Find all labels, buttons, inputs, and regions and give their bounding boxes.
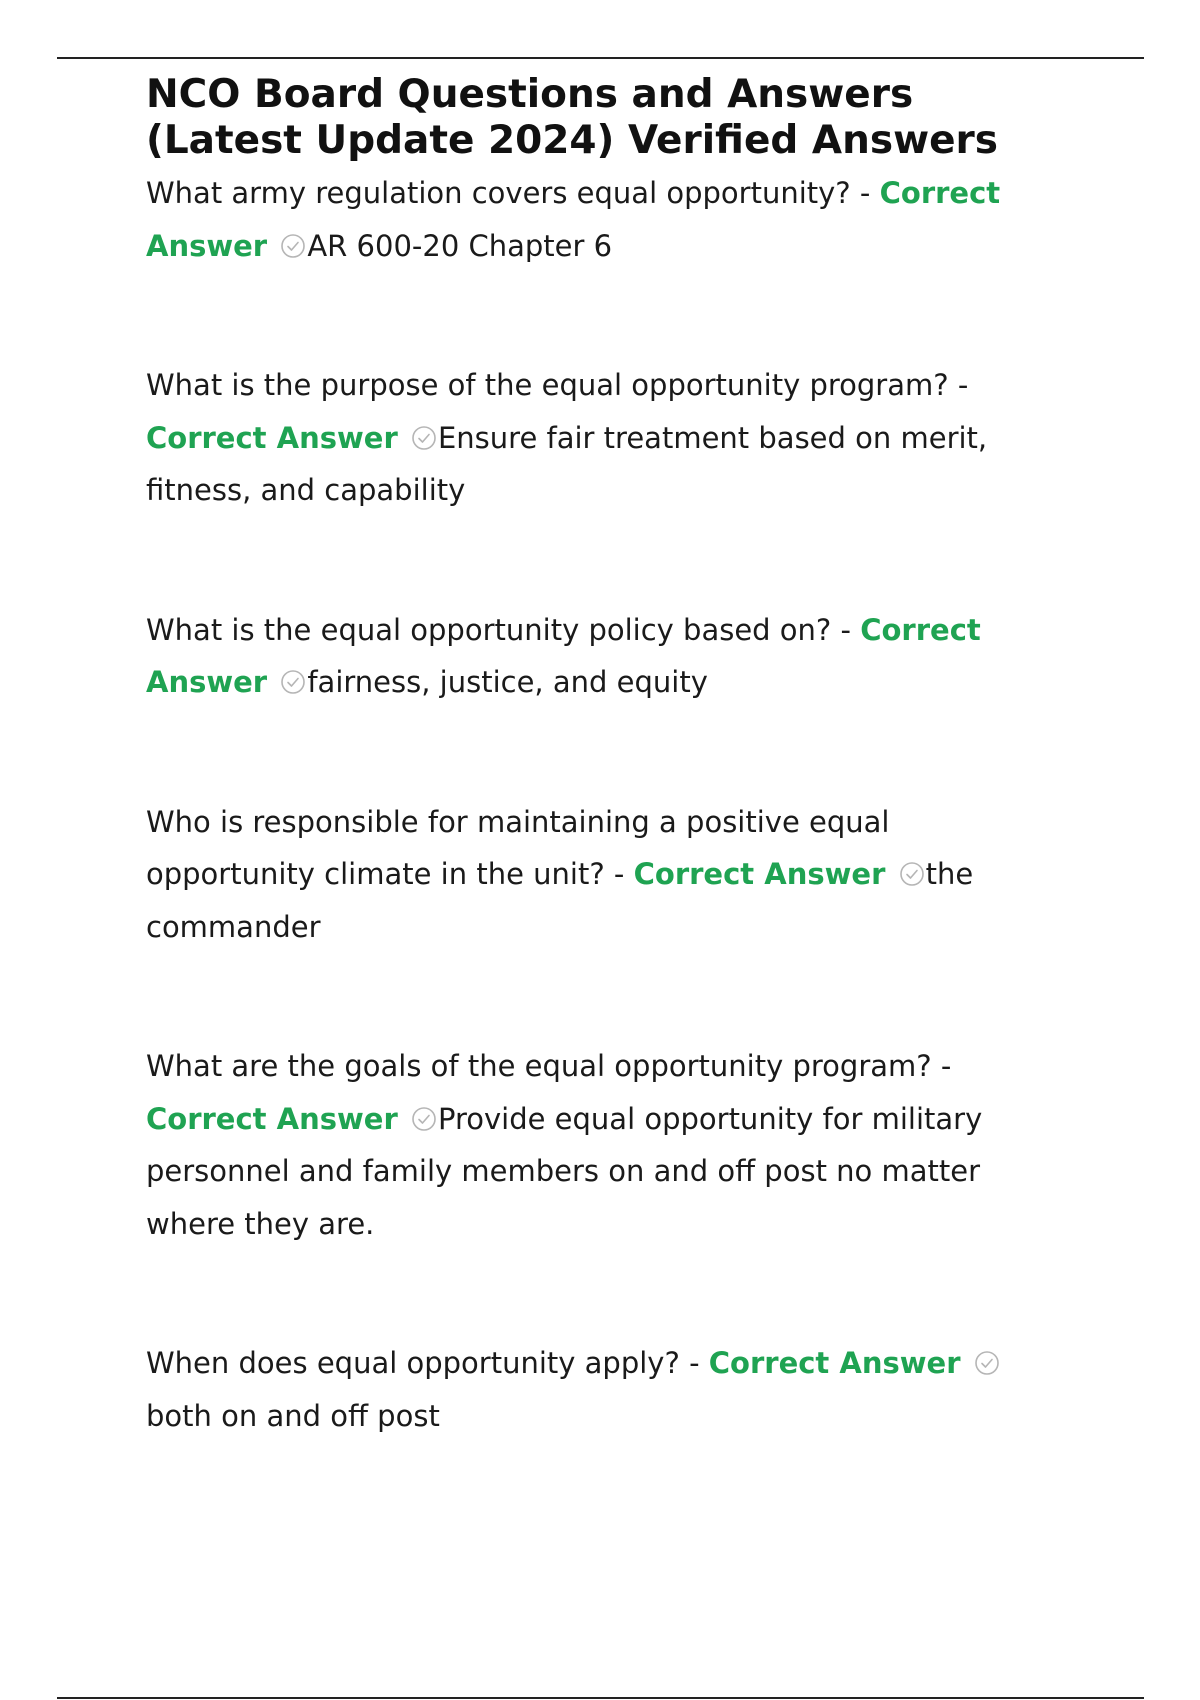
separator: - xyxy=(931,1049,952,1083)
question-text: What is the purpose of the equal opportunity program? xyxy=(146,368,949,402)
answer-label: Correct Answer xyxy=(708,1346,961,1380)
checkmark-circle-icon xyxy=(974,1350,1000,1376)
page-title xyxy=(146,72,1066,164)
checkmark-circle-icon xyxy=(280,233,306,259)
separator: - xyxy=(604,857,634,891)
checkmark-circle-icon xyxy=(899,861,925,887)
qa-item-4 xyxy=(146,796,1066,954)
answer-text: Ensure fair treatment based on merit, fitness, and capability xyxy=(146,420,988,507)
document-body xyxy=(146,72,1066,1442)
checkmark-circle-icon xyxy=(280,669,306,695)
answer-text: fairness, justice, and equity xyxy=(307,665,708,699)
question-text: What is the equal opportunity policy based on? xyxy=(146,612,832,647)
title-line-2: (Latest Update 2024) Verified Answers xyxy=(146,118,999,163)
bottom-divider xyxy=(57,1697,1144,1699)
answer-label: Correct Answer xyxy=(146,420,398,455)
answer-text: both on and off post xyxy=(146,1398,440,1433)
question-text: Who is responsible for maintaining a positive equal opportunity climate in the unit? xyxy=(146,804,890,891)
qa-item-5 xyxy=(146,1040,1066,1250)
qa-item-6 xyxy=(146,1337,1066,1442)
answer-label: Correct Answer xyxy=(633,857,886,891)
question-text: What army regulation covers equal opportunity? xyxy=(146,176,851,210)
answer-text: the commander xyxy=(146,857,974,944)
answer-label: Correct Answer xyxy=(146,612,981,699)
separator: - xyxy=(831,612,861,647)
answer-label: Correct Answer xyxy=(146,176,1001,263)
answer-label: Correct Answer xyxy=(146,1101,398,1136)
top-divider xyxy=(57,57,1144,59)
checkmark-circle-icon xyxy=(411,425,437,451)
qa-item-3 xyxy=(146,604,1066,709)
checkmark-circle-icon xyxy=(411,1106,437,1132)
separator: - xyxy=(850,176,880,210)
question-text: What are the goals of the equal opportunity program? xyxy=(146,1049,932,1083)
answer-text: AR 600-20 Chapter 6 xyxy=(307,228,613,263)
qa-item-2 xyxy=(146,359,1066,517)
answer-text: Provide equal opportunity for military personnel and family members on and off post no matter where they are. xyxy=(146,1101,983,1241)
separator: - xyxy=(679,1346,709,1380)
separator: - xyxy=(948,368,969,402)
question-text: When does equal opportunity apply? xyxy=(146,1346,680,1380)
qa-item-1 xyxy=(146,167,1066,272)
title-line-1: NCO Board Questions and Answers xyxy=(146,72,914,117)
